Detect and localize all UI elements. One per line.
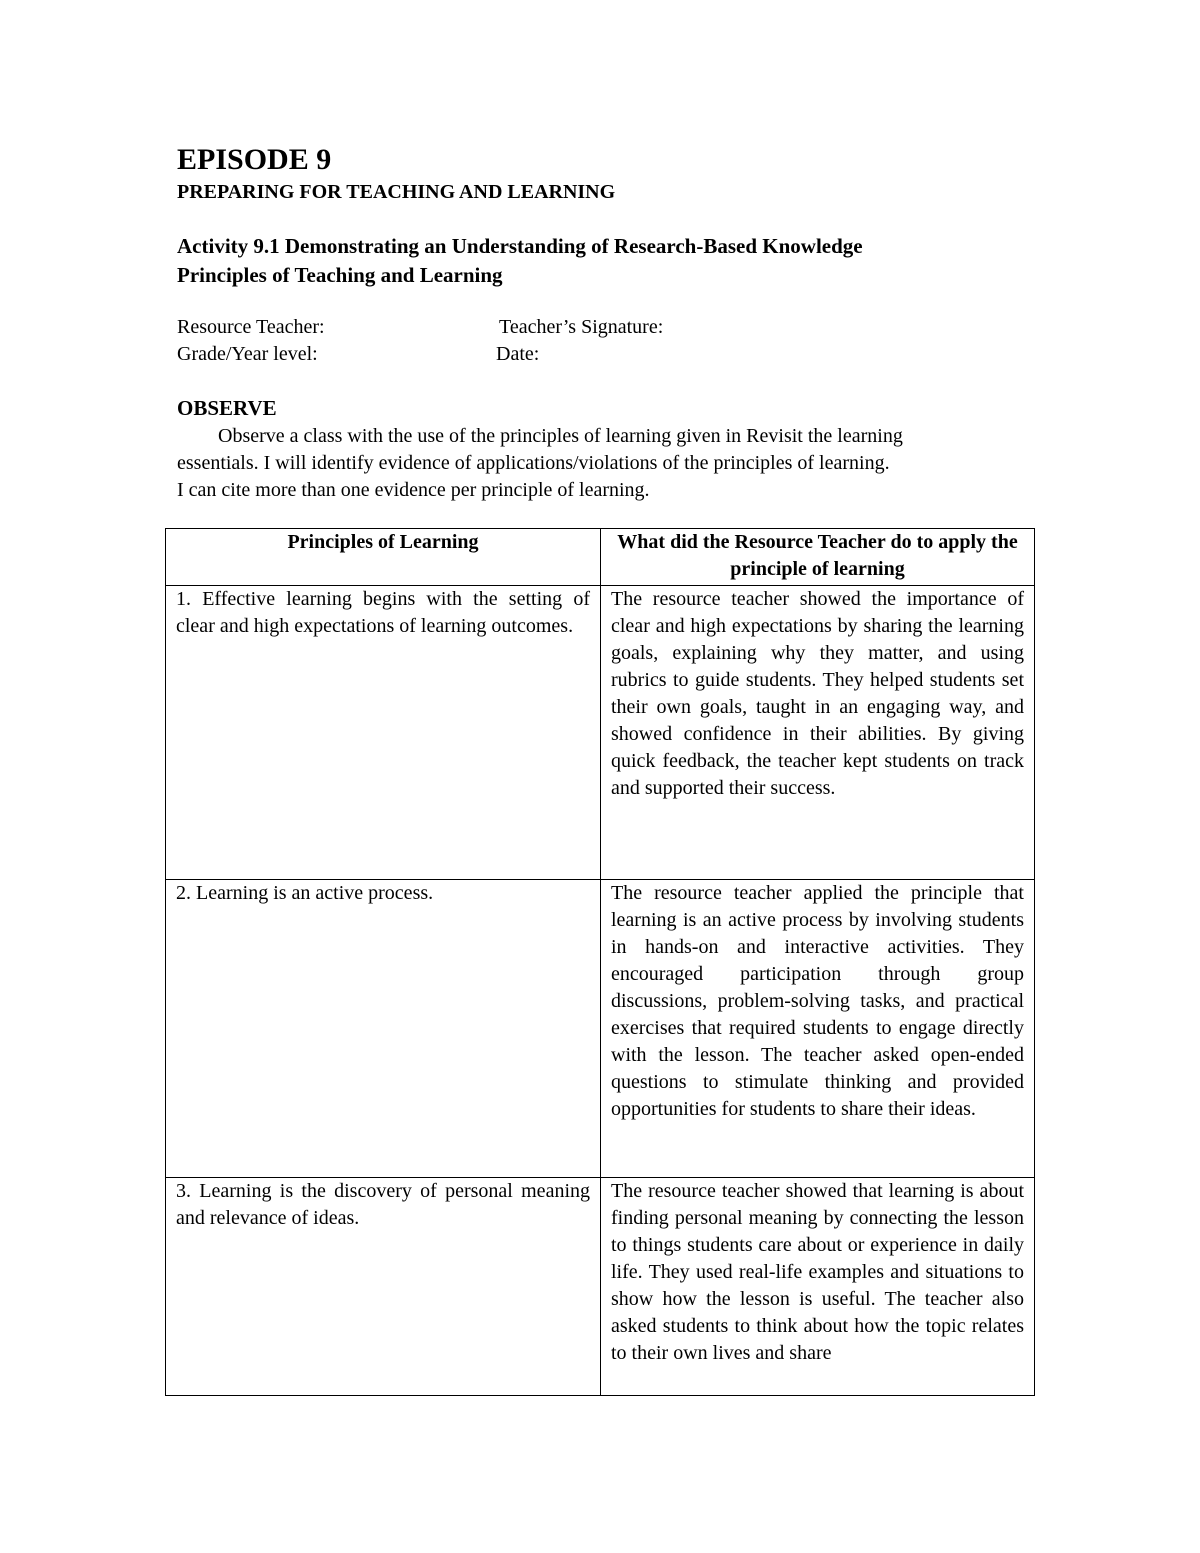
observe-heading: OBSERVE [177, 396, 277, 420]
principle-cell: 1. Effective learning begins with the setting of clear and high expectations of learning outcomes. [166, 586, 601, 880]
episode-title: EPISODE 9 [177, 143, 332, 176]
table-row [166, 880, 1035, 1178]
observe-instructions-line-1: Observe a class with the use of the principles of learning given in Revisit the learning [218, 425, 903, 447]
observe-instructions [177, 423, 1027, 504]
activity-title-line-1: Activity 9.1 Demonstrating an Understanding of Research-Based Knowledge [177, 234, 863, 258]
application-cell [601, 1178, 1035, 1396]
principle-cell [166, 1178, 601, 1396]
principle-cell-text: 3. Learning is the discovery of personal meaning and relevance of ideas. [176, 1180, 590, 1229]
teachers-signature-label: Teacher’s Signature: [499, 316, 664, 338]
application-cell: The resource teacher applied the principle that learning is an active process by involving students in hands-on and interactive activities. They encouraged participation through group discussions, problem-solving tasks, and practical exercises that required students to engage directly with the lesson. The teacher asked open-ended questions to stimulate thinking and provided opportunities for students to share their ideas. [601, 880, 1035, 1178]
table-row [166, 1178, 1035, 1396]
principle-cell: 2. Learning is an active process. [166, 880, 601, 1178]
date-label: Date: [496, 343, 540, 365]
column-header-principles: Principles of Learning [166, 529, 601, 586]
application-cell-text: The resource teacher showed that learning is about finding personal meaning by connecting the lesson to things students care about or experience in daily life. They used real-life examples and situations to show how the lesson is useful. The teacher also asked students to think about how the topic relates to their own lives and share [611, 1180, 1024, 1364]
application-cell: The resource teacher showed the importance of clear and high expectations by sharing the learning goals, explaining why they matter, and using rubrics to guide students. They helped students set their own goals, taught in an engaging way, and showed confidence in their abilities. By giving quick feedback, the teacher kept students on track and supported their success. [601, 586, 1035, 880]
observe-instructions-line-2: essentials. I will identify evidence of applications/violations of the principles of learning. [177, 452, 890, 474]
grade-year-level-label: Grade/Year level: [177, 343, 318, 365]
principles-table [165, 528, 1035, 1396]
episode-subtitle: PREPARING FOR TEACHING AND LEARNING [177, 181, 616, 203]
activity-title [177, 232, 1007, 290]
observe-instructions-line-3: I can cite more than one evidence per principle of learning. [177, 479, 650, 501]
column-header-application: What did the Resource Teacher do to apply the principle of learning [601, 529, 1035, 586]
activity-title-line-2: Principles of Teaching and Learning [177, 263, 503, 287]
table-row [166, 586, 1035, 880]
resource-teacher-label: Resource Teacher: [177, 316, 325, 338]
table-header-row [166, 529, 1035, 586]
